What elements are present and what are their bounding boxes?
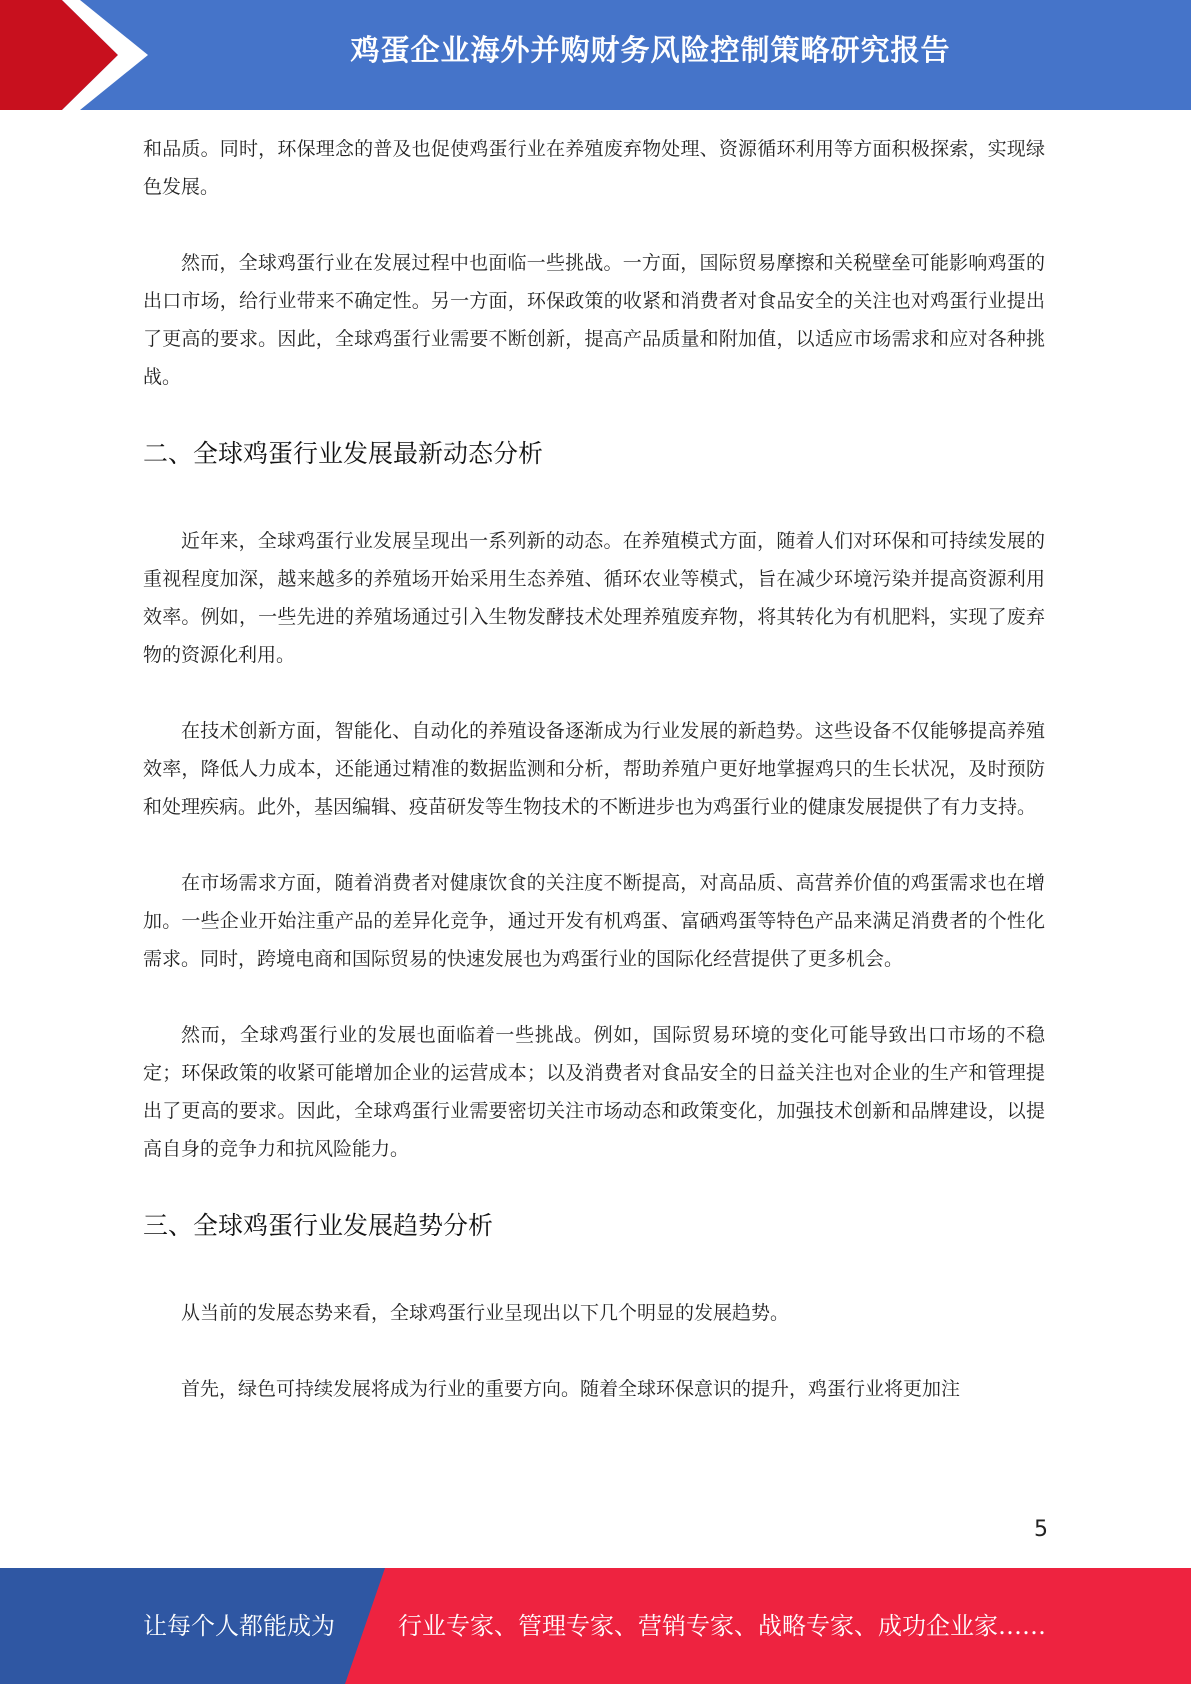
paragraph-dynamics-market: 在市场需求方面，随着消费者对健康饮食的关注度不断提高，对高品质、高营养价值的鸡蛋需求也在增加。一些企业开始注重产品的差异化竞争，通过开发有机鸡蛋、富硒鸡蛋等特色产品来满足消费者的个性化需求。同时，跨境电商和国际贸易的快速发展也为鸡蛋行业的国际化经营提供了更多机会。 [143,872,1045,970]
paragraph-trends-green: 首先，绿色可持续发展将成为行业的重要方向。随着全球环保意识的提升，鸡蛋行业将更加注 [181,1378,961,1400]
footer-slogan-right: 行业专家、管理专家、营销专家、战略专家、成功企业家…… [398,1612,1046,1640]
paragraph-intro-continued: 和品质。同时，环保理念的普及也促使鸡蛋行业在养殖废弃物处理、资源循环利用等方面积极探索，实现绿色发展。 [143,138,1045,198]
footer-slogan-left: 让每个人都能成为 [143,1612,335,1640]
page-content [143,130,1045,1446]
page-footer [0,1568,1191,1684]
page-number: 5 [1034,1517,1048,1542]
page-header [0,0,1191,110]
paragraph-dynamics-breeding: 近年来，全球鸡蛋行业发展呈现出一系列新的动态。在养殖模式方面，随着人们对环保和可持续发展的重视程度加深，越来越多的养殖场开始采用生态养殖、循环农业等模式，旨在减少环境污染并提高资源利用效率。例如，一些先进的养殖场通过引入生物发酵技术处理养殖废弃物，将其转化为有机肥料，实现了废弃物的资源化利用。 [143,530,1045,666]
paragraph-trends-intro: 从当前的发展态势来看，全球鸡蛋行业呈现出以下几个明显的发展趋势。 [181,1302,790,1324]
section-heading-trends: 三、全球鸡蛋行业发展趋势分析 [143,1211,494,1240]
header-chevron-decoration [0,0,160,110]
document-title: 鸡蛋企业海外并购财务风险控制策略研究报告 [350,33,951,67]
paragraph-challenges: 然而，全球鸡蛋行业在发展过程中也面临一些挑战。一方面，国际贸易摩擦和关税壁垒可能影响鸡蛋的出口市场，给行业带来不确定性。另一方面，环保政策的收紧和消费者对食品安全的关注也对鸡蛋行业提出了更高的要求。因此，全球鸡蛋行业需要不断创新，提高产品质量和附加值，以适应市场需求和应对各种挑战。 [143,252,1045,388]
paragraph-dynamics-technology: 在技术创新方面，智能化、自动化的养殖设备逐渐成为行业发展的新趋势。这些设备不仅能够提高养殖效率，降低人力成本，还能通过精准的数据监测和分析，帮助养殖户更好地掌握鸡只的生长状况，及时预防和处理疾病。此外，基因编辑、疫苗研发等生物技术的不断进步也为鸡蛋行业的健康发展提供了有力支持。 [143,720,1045,818]
paragraph-dynamics-challenges: 然而，全球鸡蛋行业的发展也面临着一些挑战。例如，国际贸易环境的变化可能导致出口市场的不稳定；环保政策的收紧可能增加企业的运营成本；以及消费者对食品安全的日益关注也对企业的生产和管理提出了更高的要求。因此，全球鸡蛋行业需要密切关注市场动态和政策变化，加强技术创新和品牌建设，以提高自身的竞争力和抗风险能力。 [143,1024,1045,1160]
section-heading-latest-dynamics: 二、全球鸡蛋行业发展最新动态分析 [143,439,544,468]
